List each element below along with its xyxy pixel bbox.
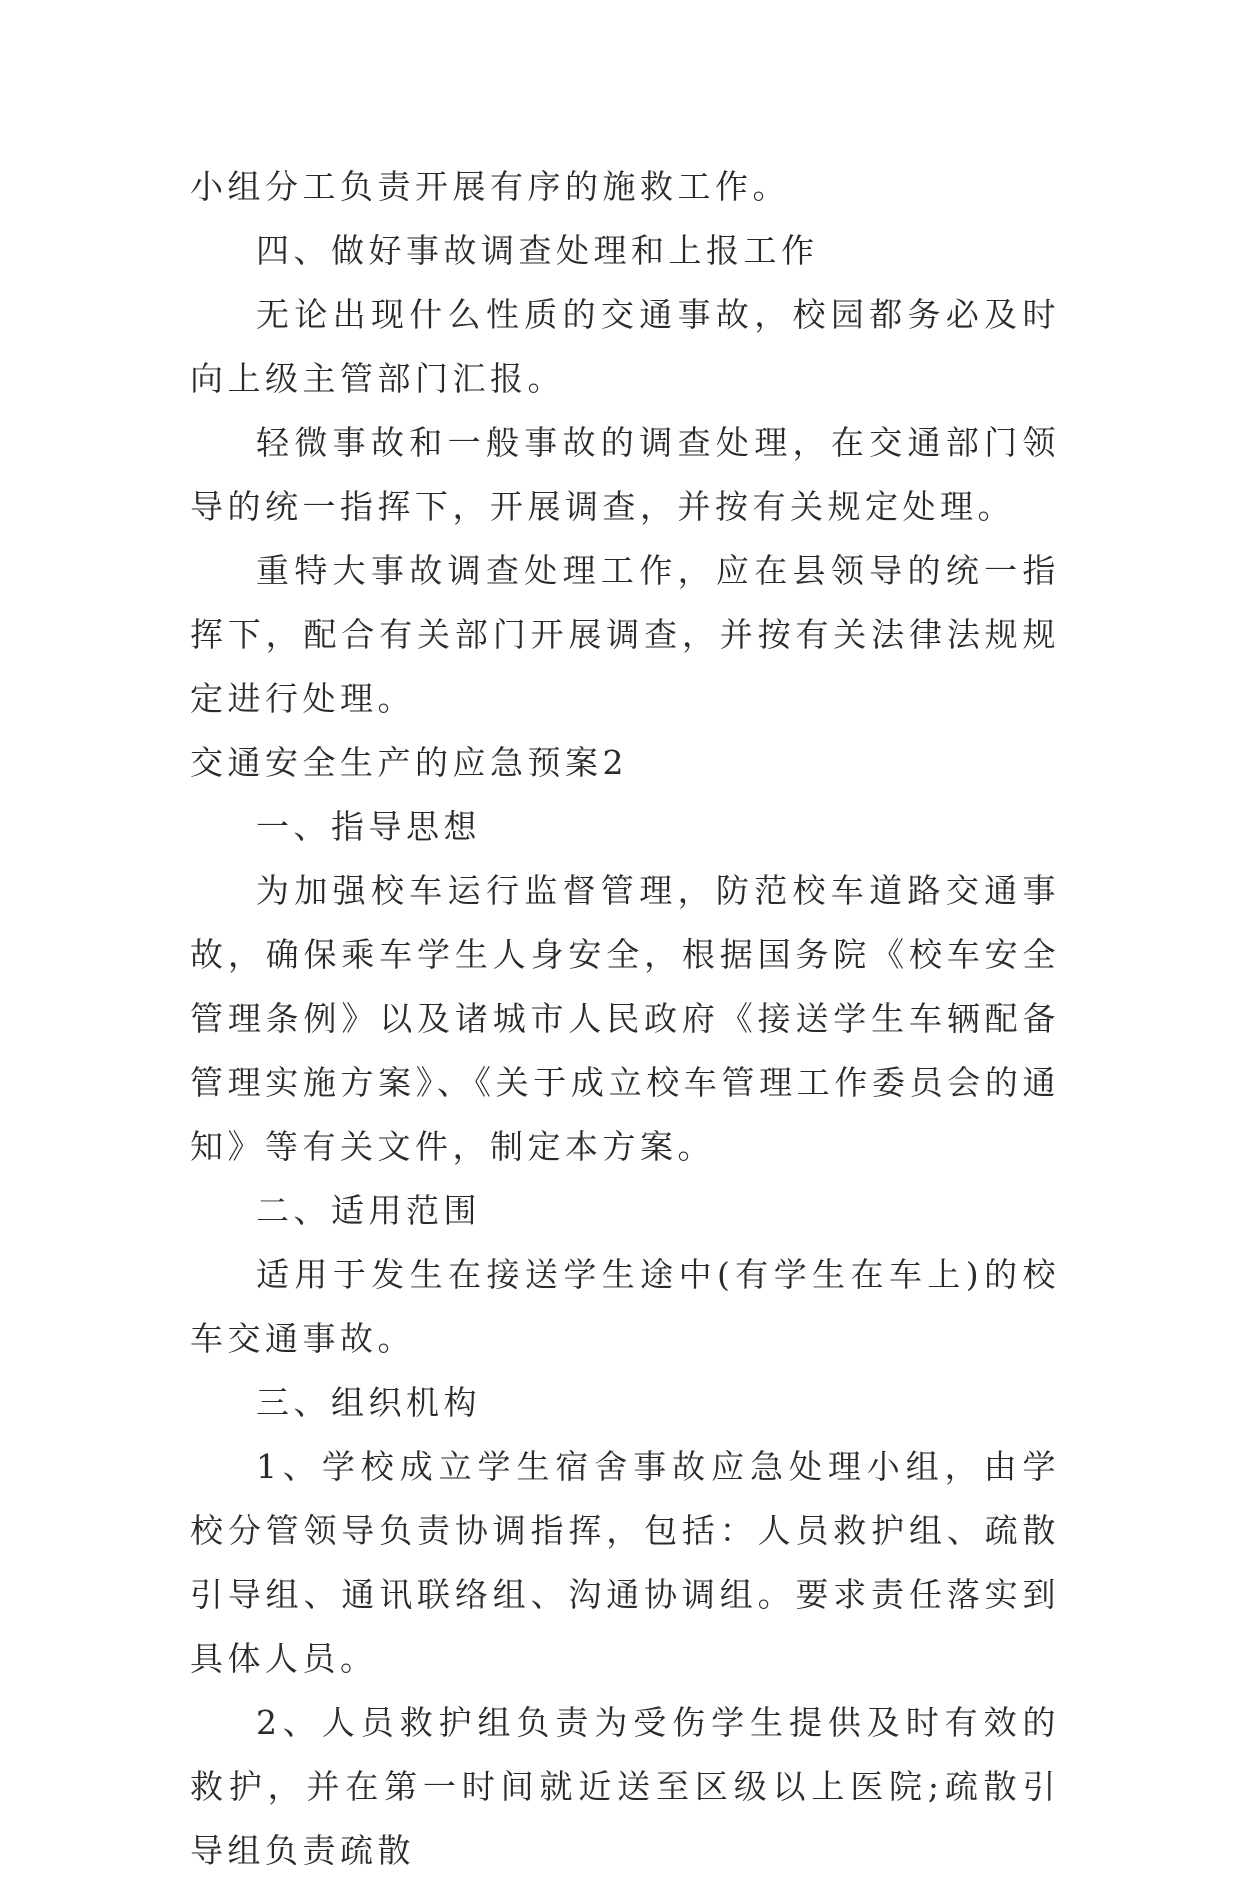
paragraph-12: 1、学校成立学生宿舍事故应急处理小组，由学校分管领导负责协调指挥，包括：人员救护组、疏散引导组、通讯联络组、沟通协调组。要求责任落实到具体人员。 bbox=[190, 1447, 1060, 1678]
section-heading-3: 三、组织机构 bbox=[256, 1383, 481, 1422]
document-title-2: 交通安全生产的应急预案2 bbox=[190, 743, 628, 782]
document-body bbox=[190, 155, 1060, 1883]
paragraph-5: 重特大事故调查处理工作，应在县领导的统一指挥下，配合有关部门开展调查，并按有关法律法规规定进行处理。 bbox=[190, 551, 1060, 718]
paragraph-1: 小组分工负责开展有序的施救工作。 bbox=[190, 167, 790, 206]
paragraph-4: 轻微事故和一般事故的调查处理，在交通部门领导的统一指挥下，开展调查，并按有关规定处理。 bbox=[190, 423, 1060, 526]
paragraph-13: 2、人员救护组负责为受伤学生提供及时有效的救护，并在第一时间就近送至区级以上医院;疏散引导组负责疏散 bbox=[190, 1703, 1060, 1870]
section-heading-1: 一、指导思想 bbox=[256, 807, 481, 846]
section-heading-2: 二、适用范围 bbox=[256, 1191, 481, 1230]
section-heading-4: 四、做好事故调查处理和上报工作 bbox=[256, 231, 819, 270]
paragraph-10: 适用于发生在接送学生途中(有学生在车上)的校车交通事故。 bbox=[190, 1255, 1060, 1358]
paragraph-8: 为加强校车运行监督管理，防范校车道路交通事故，确保乘车学生人身安全，根据国务院《校车安全管理条例》以及诸城市人民政府《接送学生车辆配备管理实施方案》、《关于成立校车管理工作委员会的通知》等有关文件，制定本方案。 bbox=[190, 871, 1060, 1166]
paragraph-3: 无论出现什么性质的交通事故，校园都务必及时向上级主管部门汇报。 bbox=[190, 295, 1060, 398]
